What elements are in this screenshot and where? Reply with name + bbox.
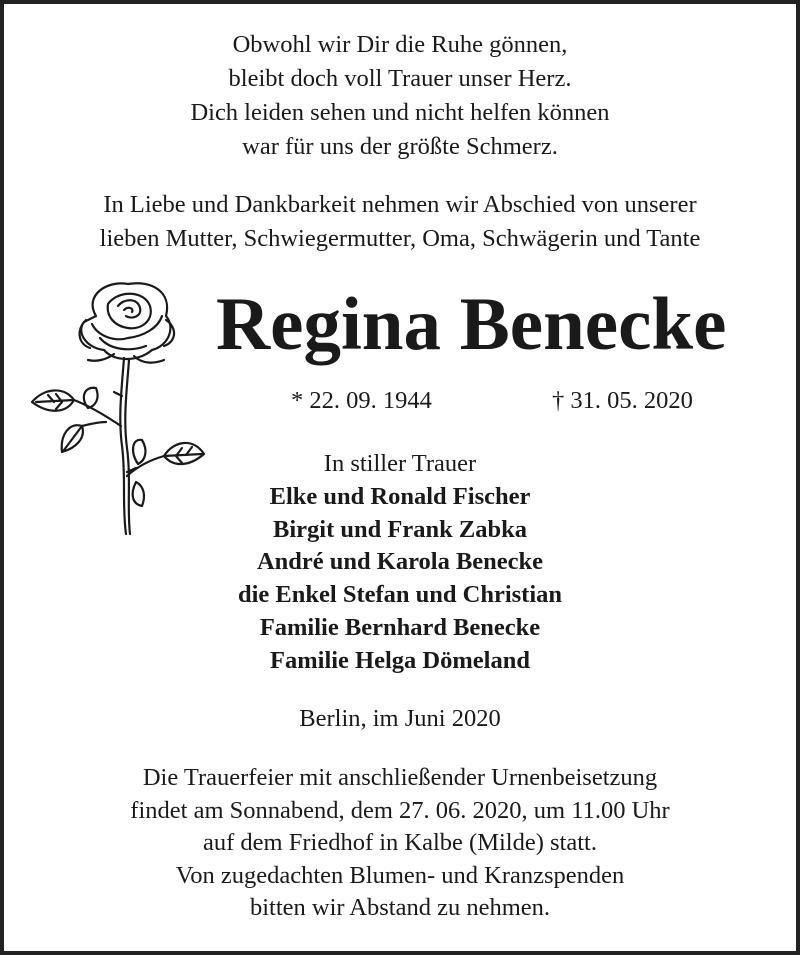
intro-line: In Liebe und Dankbarkeit nehmen wir Abschied von unserer [103,191,697,218]
mourner-family: Birgit und Frank Zabka [273,515,527,543]
funeral-details [4,762,796,925]
funeral-line: bitten wir Abstand zu nehmen. [249,894,551,922]
mourner-family: Familie Bernhard Benecke [259,613,541,641]
place-date: Berlin, im Juni 2020 [299,705,501,732]
funeral-line: auf dem Friedhof in Kalbe (Milde) statt. [203,829,597,857]
poem-line: Obwohl wir Dir die Ruhe gönnen, [232,31,568,58]
intro-text [4,188,796,256]
poem-line: bleibt doch voll Trauer unser Herz. [228,65,572,92]
funeral-line: findet am Sonnabend, dem 27. 06. 2020, um 11.00 Uhr [130,796,670,824]
mourner-family: Familie Helga Dömeland [270,646,530,674]
mourners-list [4,448,796,678]
funeral-line: Die Trauerfeier mit anschließender Urnenbeisetzung [142,764,658,791]
poem-line: war für uns der größte Schmerz. [242,133,558,160]
death-date: † 31. 05. 2020 [552,387,693,414]
funeral-line: Von zugedachten Blumen- und Kranzspenden [175,861,625,889]
mourner-family: André und Karola Benecke [256,548,544,576]
mourner-family: Elke und Ronald Fischer [269,482,531,510]
deceased-name: Regina Benecke [216,283,727,366]
poem [4,28,796,164]
mourners-heading: In stiller Trauer [323,450,477,477]
mourner-family: die Enkel Stefan und Christian [237,581,563,609]
poem-line: Dich leiden sehen und nicht helfen können [190,99,610,126]
birth-date: * 22. 09. 1944 [291,387,432,414]
intro-line: lieben Mutter, Schwiegermutter, Oma, Schwägerin und Tante [99,225,701,252]
